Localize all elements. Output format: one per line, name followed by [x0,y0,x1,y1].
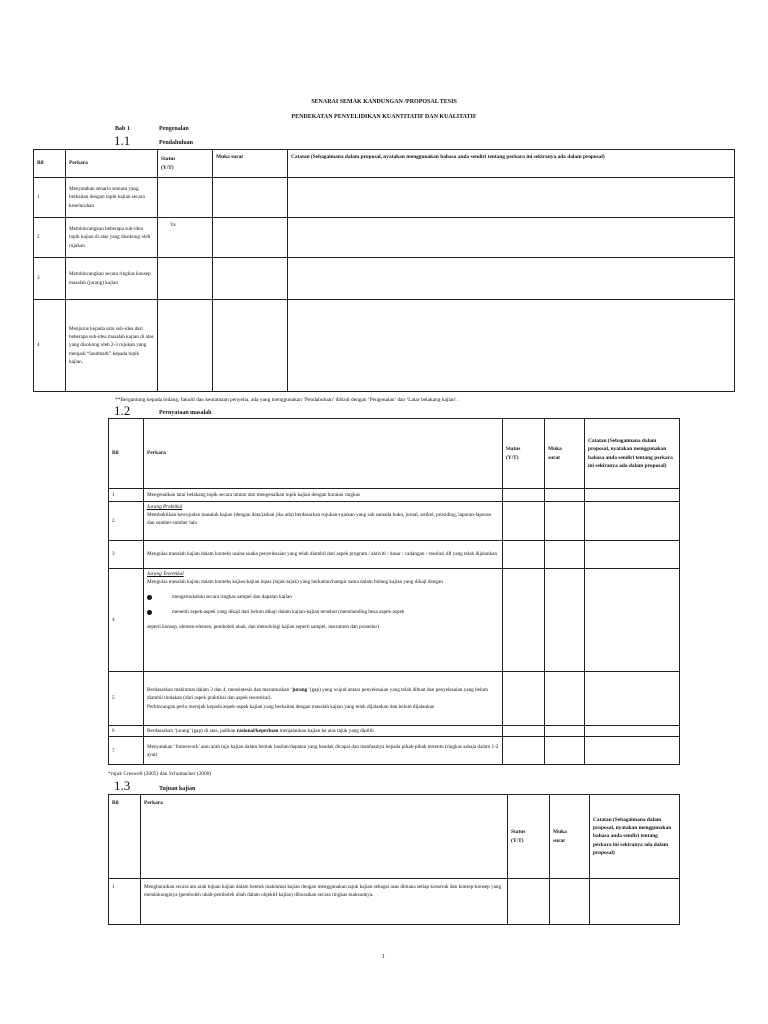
row-catatan-cell[interactable] [585,541,680,569]
row-perkara: Membincangkan secara ringkas konsep masalah (jurang) kajian [66,258,158,300]
row-status-cell[interactable] [503,489,545,502]
row-status-cell[interactable] [503,569,545,672]
row-status-cell[interactable] [158,178,213,218]
row-muka-surat-cell[interactable] [545,489,585,502]
bullet-text: meneliti aspek-aspek yang dikaji dari belum dikaji dalam kajian-kajian tersebut (membanding beza aspek-aspek [172,609,405,616]
col-header-status: Status (Y/T) [508,795,550,879]
row-perkara: Menyatakan senario semasa yang berkaitan dengan topik kajian secara keseluruhan [66,178,158,218]
table-row [109,726,680,737]
row-bil: 4 [109,569,144,672]
row-catatan-cell[interactable] [288,300,735,392]
table-row [34,218,735,258]
row-perkara: Membincangkan beberapa sub-idea topik kajian di atas yang disokong oleh rujukan [66,218,158,258]
bullet-text: mengemukakan secara ringkas sampel dan dapatan kajian [172,594,292,601]
row-catatan-cell[interactable] [585,502,680,541]
section-title-1-2: Pernyataan masalah [159,410,212,416]
row-muka-surat-cell[interactable] [545,737,585,765]
col-header-muka-surat: Muka surat [545,419,585,489]
col-header-catatan: Catatan (Sebagaimana dalam proposal, nyatakan menggunakan bahasa anda sendiri tentang perkara ini sekiranya ada dalam proposal) [585,419,680,489]
checklist-table-tujuan-kajian [108,794,680,925]
bullet-icon [147,595,152,600]
row-muka-surat-cell[interactable] [213,218,288,258]
table-row [109,737,680,765]
page-number: 1 [382,954,385,960]
row-bil: 1 [109,879,141,925]
row-bil: 3 [34,258,66,300]
chapter-label: Bab 1 [115,126,130,132]
row-perkara: Mengenalkan latar belakang topik secara umum dan mengenalkan topik kajian dengan huraian ringkas [144,489,503,502]
row-perkara-tail: seperti konsep, elemen-elemen, pemboleh ubah, dan metodologi kajian seperti sampel, instrumen dan prosedur) [147,624,379,631]
row-text-part: Berdasarkan maklumat dalam 3 dan 4, mensintesis dan merumuskan ‘ [147,687,293,694]
table-row [109,569,680,672]
col-header-catatan: Catatan (Sebagaimana dalam proposal, nyatakan menggunakan bahasa anda sendiri tentang perkara ini sekiranya ada dalam proposal) [288,150,735,178]
footnote-pendahuluan: **Bergantung kepada bidang, fakulti dan keutamaan penyelia, ada yang menggunakan ‘Pendahuluan’ diikuti dengan ‘Pengenalan’ dan ‘Latar belakang kajian’. [115,397,459,403]
table-row [109,489,680,502]
col-header-bil: Bil [34,150,66,178]
row-muka-surat-cell[interactable] [545,541,585,569]
col-header-muka-surat: Muka surat [550,795,590,879]
row-perkara [144,672,503,726]
row-muka-surat-cell[interactable] [213,300,288,392]
table-row [109,672,680,726]
row-bil: 3 [109,541,144,569]
row-text-part: menjalankan kajian ke atas tajuk yang dipilih [278,728,374,734]
row-text-part: Berdasarkan ‘jurang’ (gap) di atas, jadikan [147,728,237,734]
row-perkara: Menjurus kepada satu sub-idea dari beberapa sub-idea masalah kajian di atas yang disokong oleh 2-3 rujukan yang menjadi “landmark” kepada topik kajian. [66,300,158,392]
row-catatan-cell[interactable] [585,489,680,502]
row-catatan-cell[interactable] [590,879,680,925]
row-catatan-cell[interactable] [585,726,680,737]
row-bil: 4 [34,300,66,392]
col-header-status: Status (Y/T) [503,419,545,489]
row-status-cell[interactable] [508,879,550,925]
row-status-cell[interactable] [503,737,545,765]
table-row [34,178,735,218]
checklist-table-pernyataan-masalah [108,418,680,765]
section-title-1-3: Tujuan kajian [159,786,196,792]
row-bil: 1 [109,489,144,502]
checklist-table-pendahuluan [33,149,735,392]
row-catatan-cell[interactable] [585,569,680,672]
row-perkara [144,726,503,737]
row-text-bold: rasional/keperluan [236,728,279,734]
row-text-part: Perbincangan perlu merujuk kepada aspek-aspek kajian yang berkaitan dengan masalah kajian yang telah dijalankan dan belum dijalankan [147,703,435,710]
row-perkara [144,502,503,541]
row-bil: 7 [109,737,144,765]
row-bil: 1 [34,178,66,218]
row-bil: 6 [109,726,144,737]
col-header-muka-surat: Muka surat [213,150,288,178]
row-catatan-cell[interactable] [288,218,735,258]
bullet-icon [147,610,152,615]
row-muka-surat-cell[interactable] [545,726,585,737]
row-muka-surat-cell[interactable] [545,569,585,672]
section-number-1-1: 1.1 [114,133,131,148]
row-bil: 2 [109,502,144,541]
section-number-1-2: 1.2 [114,403,131,418]
row-perkara [144,569,503,672]
row-muka-surat-cell[interactable] [545,502,585,541]
row-status-cell[interactable] [158,300,213,392]
table-row [34,258,735,300]
col-header-status: Status (Y/T) [158,150,213,178]
row-perkara-text: Mengulas masalah kajian dalam konteks kajian-kajian lepas (tajuk-tajuk) yang berkaitan/hampir sama dalam bidang kajian yang dikaji dengan [147,579,443,586]
table-row [34,300,735,392]
subheading-jurang-teoretikal: Jurang Teoretikal [147,571,184,577]
row-status-cell[interactable] [158,258,213,300]
row-catatan-cell[interactable] [585,672,680,726]
row-perkara-text: Membuktikan kewujudan masalah kajian (dengan data/jadual jika ada) berdasarkan rujukan-rujukan yang sah samada buku, jurnal, artikel, prosiding, laporan-laporan dan sumber-sumber lain [147,512,492,527]
row-muka-surat-cell[interactable] [550,879,590,925]
col-header-catatan: Catatan (Sebagaimana dalam proposal, nyatakan menggunakan bahasa anda sendiri tentang perkara ini sekiranya ada dalam proposal) [590,795,680,879]
footnote-rujukan: *rujuk Creswell (2005) dan Schumacher (2000) [108,771,212,777]
col-header-perkara: Perkara [66,150,158,178]
row-muka-surat-cell[interactable] [545,672,585,726]
col-header-perkara: Perkara [141,795,508,879]
col-header-perkara: Perkara [144,419,503,489]
col-header-bil: Bil [109,795,141,879]
row-catatan-cell[interactable] [288,258,735,300]
col-header-bil: Bil [109,419,144,489]
row-perkara: Mengulas masalah kajian dalam konteks usaha-usaha penyelesaian yang telah diambil dari aspek program / aktiviti / dasar / cadangan / resolusi dll yang telah dijalankan [144,541,503,569]
row-text-part: ’ (gap) yang wujud antara penyelesaian yang telah dibuat dan penyelesaian yang belum diambil tindakan (dari aspek praktikal dan aspek teoretikal). [147,687,489,702]
row-status-cell[interactable] [503,672,545,726]
row-status-cell[interactable] [503,726,545,737]
section-title-1-1: Pendahuluan [159,140,194,146]
subheading-jurang-praktikal: Jurang Praktikal [147,504,183,510]
row-status-cell[interactable]: Ya [158,218,213,258]
row-status-cell[interactable] [503,502,545,541]
table-row [109,541,680,569]
row-text-bold: jurang [292,687,308,694]
section-number-1-3: 1.3 [114,778,131,793]
row-perkara: Menyatakan ‘framework’ atau arah tuju kajian dalam bentuk hasilan/dapatan yang hendak dicapai dan manfaatnya kepada pihak-pihak tertentu (ringkas sahaja dalam 1-2 ayat) [144,737,503,765]
document-title: SENARAI SEMAK KANDUNGAN /PROPOSAL TESIS [311,99,457,105]
row-status-cell[interactable] [503,541,545,569]
row-perkara: Menghuraikan secara am arah tujuan kajian dalam bentuk maklumat kajian dengan menggunakan tajuk kajian sebagai asas dimana setiap konstruk dan konsep-konsep yang mendokonginya (pemboleh ubah-pemboleh ubah dalam objektif kajian) dihuraikan secara ringkas maksudnya. [141,879,508,925]
row-catatan-cell[interactable] [585,737,680,765]
table-row [109,502,680,541]
row-bil: 2 [34,218,66,258]
chapter-title: Pengenalan [159,126,189,132]
document-subtitle: PENDEKATAN PENYELIDIKAN KUANTITATIF DAN KUALITATIF [291,114,477,120]
row-muka-surat-cell[interactable] [213,258,288,300]
row-muka-surat-cell[interactable] [213,178,288,218]
row-bil: 5 [109,672,144,726]
row-catatan-cell[interactable] [288,178,735,218]
bullet-item [147,593,499,601]
bullet-item [147,608,499,616]
table-row [109,879,680,925]
